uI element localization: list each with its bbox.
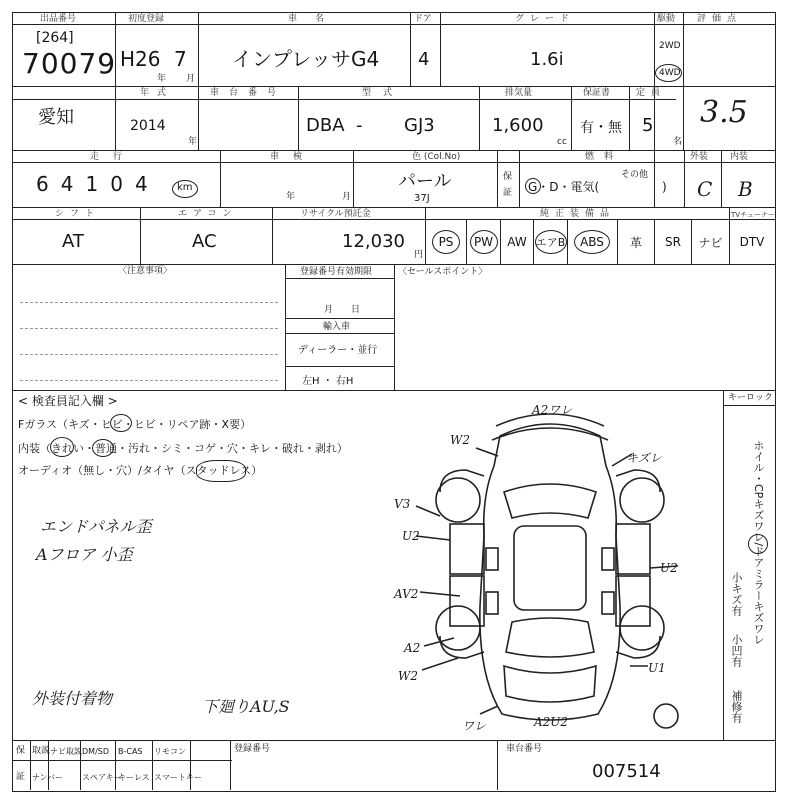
interior-circle bbox=[50, 437, 74, 457]
col-line bbox=[152, 740, 153, 790]
recycle-label: リサイクル預託金 bbox=[300, 209, 371, 219]
chassis-no-label: 車台番号 bbox=[506, 744, 543, 754]
first-reg-year: H26 bbox=[120, 47, 161, 71]
damage-mark: U1 bbox=[648, 661, 666, 675]
color-label: 色 (Col.No) bbox=[412, 152, 461, 162]
reg-expiry-value: 月 日 bbox=[324, 305, 361, 315]
right-rear-door bbox=[616, 576, 650, 626]
fuel-other: その他 bbox=[621, 170, 649, 180]
model-year: 2014 bbox=[130, 118, 166, 134]
grade-value: 1.6i bbox=[530, 49, 564, 70]
import-label: 輸入車 bbox=[323, 322, 351, 332]
car-name-label: 車名 bbox=[288, 14, 343, 24]
car-diagram bbox=[380, 396, 720, 736]
caution-label: 〈注意事項〉 bbox=[118, 266, 173, 276]
color-code: 37J bbox=[414, 193, 430, 204]
sales-point-label: 〈セールスポイント〉 bbox=[398, 267, 488, 277]
row-line bbox=[285, 318, 395, 319]
col-line bbox=[683, 12, 684, 150]
right-sill bbox=[602, 548, 614, 570]
shift-label: シフト bbox=[55, 209, 101, 219]
equip-ps bbox=[427, 225, 465, 259]
row-line bbox=[12, 150, 776, 151]
body-outline bbox=[480, 424, 620, 720]
model-code-label: 型式 bbox=[362, 88, 405, 98]
side-note: ホイル・CPキズワレ/ドアミラーキズワレ bbox=[752, 440, 765, 646]
row-line bbox=[12, 390, 776, 391]
reg-expiry-label: 登録番号有効期限 bbox=[300, 267, 373, 277]
col-line bbox=[440, 12, 441, 86]
note-line bbox=[20, 302, 278, 303]
audio-line: オーディオ（無し・穴）/タイヤ（スタッドレス） bbox=[18, 464, 263, 477]
col-line bbox=[425, 207, 426, 264]
shaken-label: 車検 bbox=[270, 152, 317, 162]
col-line bbox=[198, 12, 199, 86]
note-line bbox=[20, 328, 278, 329]
first-reg-month: 7 bbox=[174, 47, 187, 71]
damage-mark: A2 bbox=[404, 641, 421, 655]
front-bumper bbox=[492, 428, 608, 440]
import-value: ディーラー・並行 bbox=[298, 345, 378, 356]
color-name: パール bbox=[398, 171, 452, 192]
leader-line bbox=[476, 448, 498, 456]
equip-pw bbox=[467, 225, 500, 259]
tire-circle bbox=[196, 460, 246, 482]
model-code: GJ3 bbox=[404, 115, 435, 136]
equip-airbag bbox=[534, 225, 567, 259]
exterior-label: 外装 bbox=[690, 152, 709, 162]
windshield bbox=[504, 484, 596, 518]
glass-line: Fガラス（キズ・ヒビ・ヒビ・リペア跡・X要） bbox=[18, 418, 252, 431]
interior-line: 内装（きれい・普通・汚れ・シミ・コゲ・穴・キレ・破れ・剥れ） bbox=[18, 442, 348, 455]
displacement: 1,600 bbox=[492, 115, 544, 136]
equip-dtv: DTV bbox=[739, 235, 765, 249]
footer-label: B-CAS bbox=[118, 747, 143, 756]
doors-label: ドア bbox=[414, 14, 432, 24]
equipment-label: 純正装備品 bbox=[540, 209, 616, 219]
inspector-title: < 検査員記入欄 > bbox=[18, 394, 118, 408]
footer-col-1: 保 bbox=[16, 746, 26, 756]
lot-number: 70079 bbox=[22, 47, 117, 80]
door-count: 4 bbox=[418, 49, 430, 70]
fuel-options: G・D・電気( bbox=[528, 180, 600, 194]
capacity-unit: 名 bbox=[673, 137, 683, 147]
header-underline bbox=[12, 219, 776, 220]
mileage-digit: 4 bbox=[60, 172, 74, 196]
model-dash: - bbox=[356, 115, 363, 136]
mileage-digit: 0 bbox=[110, 172, 123, 196]
equip-sr: SR bbox=[665, 235, 681, 249]
drive-label: 駆動 bbox=[657, 14, 676, 24]
exterior-grade: C bbox=[697, 177, 713, 201]
mileage-digit: 1 bbox=[85, 172, 99, 196]
fuel-close: ) bbox=[662, 180, 667, 194]
capacity: 5 bbox=[642, 115, 654, 136]
interior-circle bbox=[92, 439, 114, 457]
equip-circle: エアB bbox=[535, 230, 567, 254]
left-sill bbox=[486, 592, 498, 614]
row-line bbox=[12, 740, 776, 741]
trunk bbox=[504, 666, 596, 702]
col-line bbox=[654, 12, 655, 207]
col-line bbox=[571, 86, 572, 150]
footer-label: ナンバー bbox=[32, 773, 64, 782]
footer-label: DM/SD bbox=[82, 747, 109, 756]
model-year-label: 年式 bbox=[140, 88, 175, 98]
right-front-door bbox=[616, 524, 650, 574]
glass-circle bbox=[110, 414, 132, 432]
score-label: 評価点 bbox=[697, 14, 743, 24]
equip-circle: ABS bbox=[574, 230, 610, 254]
damage-mark: U2 bbox=[402, 529, 420, 543]
col-line bbox=[272, 207, 273, 264]
equip-navi: ナビ bbox=[698, 235, 723, 250]
interior-grade: B bbox=[738, 177, 753, 201]
leader-line bbox=[480, 706, 498, 714]
model-year-unit: 年 bbox=[188, 137, 198, 147]
drive-2wd: 2WD bbox=[659, 41, 681, 51]
footer-col-2: 証 bbox=[16, 772, 26, 782]
col-line bbox=[140, 207, 141, 264]
lot-prefix: [264] bbox=[36, 30, 74, 46]
equip-leather: 革 bbox=[629, 235, 642, 250]
col-line bbox=[230, 740, 231, 790]
mileage-unit: km bbox=[177, 182, 193, 193]
row-line bbox=[12, 86, 776, 87]
leader-line bbox=[420, 592, 460, 596]
leader-line bbox=[416, 506, 440, 516]
side-note: 小キズ有 bbox=[730, 572, 743, 616]
footer-label: 取説 bbox=[32, 746, 51, 756]
equip-abs bbox=[568, 225, 616, 259]
aircon-value: AC bbox=[192, 231, 217, 252]
col-line bbox=[115, 12, 116, 150]
col-line bbox=[721, 150, 722, 207]
fuel-label: 燃料 bbox=[585, 152, 624, 162]
col-line bbox=[519, 150, 520, 207]
year-unit: 年 bbox=[157, 74, 167, 84]
right-sill bbox=[602, 592, 614, 614]
col-line bbox=[479, 86, 480, 150]
col-line bbox=[629, 86, 630, 150]
note-line bbox=[20, 380, 278, 381]
lot-no-label: 出品番号 bbox=[40, 14, 77, 24]
equip-circle: PS bbox=[432, 230, 460, 254]
col-line bbox=[30, 740, 31, 790]
footer-label: スペアキー bbox=[82, 773, 122, 782]
row-line bbox=[285, 333, 395, 334]
drive-4wd: 4WD bbox=[659, 68, 681, 78]
footer-label: スマートキー bbox=[154, 773, 202, 782]
footer-label: ナビ取説 bbox=[50, 747, 82, 756]
side-note: 小凹有 bbox=[730, 634, 743, 667]
col-line bbox=[723, 390, 724, 740]
col-line bbox=[198, 86, 199, 150]
header-underline bbox=[12, 99, 676, 100]
hand-note: Aフロア 小歪 bbox=[36, 545, 133, 564]
shaken-year-unit: 年 bbox=[286, 192, 296, 202]
row-line bbox=[12, 207, 776, 208]
col-line bbox=[394, 264, 395, 390]
model-prefix: DBA bbox=[306, 115, 345, 136]
displacement-unit: cc bbox=[557, 137, 567, 147]
rear-window bbox=[506, 618, 594, 657]
damage-mark: A2ワレ bbox=[532, 403, 573, 417]
capacity-label: 定員 bbox=[636, 88, 667, 98]
registration-label: 登録番号 bbox=[234, 744, 271, 754]
col-line bbox=[410, 12, 411, 86]
row-line bbox=[285, 366, 395, 367]
fuel-column-label-1: 保 bbox=[503, 172, 513, 182]
warranty-options: 有・無 bbox=[580, 120, 622, 136]
steering-value: 左H ・ 右H bbox=[302, 376, 354, 387]
col-line bbox=[220, 150, 221, 207]
fuel-column-label-2: 証 bbox=[503, 188, 513, 198]
col-line bbox=[684, 150, 685, 207]
damage-mark: AV2 bbox=[394, 587, 419, 601]
wheel bbox=[620, 606, 664, 650]
leader-line bbox=[416, 536, 450, 540]
chassis-label: 車台番号 bbox=[210, 88, 287, 98]
mileage-label: 走行 bbox=[90, 152, 137, 162]
equip-aw: AW bbox=[507, 235, 527, 249]
recycle-unit: 円 bbox=[414, 250, 424, 260]
fuel-g-circle bbox=[525, 178, 541, 194]
damage-mark: W2 bbox=[398, 669, 418, 683]
damage-mark: ワレ bbox=[462, 719, 487, 733]
note-line bbox=[20, 354, 278, 355]
col-line bbox=[285, 264, 286, 390]
damage-mark: W2 bbox=[450, 433, 470, 447]
hand-note: 外装付着物 bbox=[32, 689, 113, 708]
wheel bbox=[436, 478, 480, 522]
hand-note: エンドパネル歪 bbox=[40, 517, 152, 536]
damage-mark: キズレ bbox=[626, 451, 662, 465]
side-note-circle bbox=[748, 534, 768, 554]
displacement-label: 排気量 bbox=[505, 88, 533, 98]
wheel bbox=[620, 478, 664, 522]
equip-circle: PW bbox=[470, 230, 498, 254]
first-reg-label: 初度登録 bbox=[128, 14, 165, 24]
aircon-label: エアコン bbox=[178, 209, 238, 219]
header-underline bbox=[12, 162, 776, 163]
damage-mark: V3 bbox=[394, 497, 411, 511]
header-underline bbox=[12, 24, 776, 25]
tuner-label: TVチューナー bbox=[731, 211, 775, 219]
shift-value: AT bbox=[62, 231, 84, 252]
month-unit: 月 bbox=[186, 74, 196, 84]
car-name: インプレッサG4 bbox=[232, 47, 380, 71]
mileage-digit: 4 bbox=[134, 172, 148, 196]
row-line bbox=[723, 405, 775, 406]
col-line bbox=[497, 740, 498, 790]
mileage-digits bbox=[36, 172, 148, 196]
keylock-label: キーロック bbox=[728, 393, 773, 403]
row-line bbox=[285, 278, 395, 279]
side-note: 補修有 bbox=[730, 690, 743, 723]
hand-note: 下廻りAU,S bbox=[202, 697, 290, 716]
shaken-month-unit: 月 bbox=[342, 192, 352, 202]
left-sill bbox=[486, 548, 498, 570]
prefecture: 愛知 bbox=[38, 107, 74, 128]
row-line bbox=[12, 760, 232, 761]
col-line bbox=[497, 150, 498, 207]
recycle-fee: 12,030 bbox=[342, 231, 405, 252]
mileage-digit: 6 bbox=[36, 172, 49, 196]
score-value: 3.5 bbox=[700, 95, 748, 130]
drive-4wd-circle bbox=[655, 64, 682, 82]
col-line bbox=[353, 150, 354, 207]
col-line bbox=[298, 86, 299, 150]
left-rear-door bbox=[450, 576, 484, 626]
grade-label: グレード bbox=[515, 14, 576, 24]
damage-mark: U2 bbox=[660, 561, 678, 575]
wheel bbox=[436, 606, 480, 650]
footer-label: キーレス bbox=[118, 773, 150, 782]
leader-line bbox=[422, 658, 458, 670]
footer-label: リモコン bbox=[154, 747, 186, 756]
left-front-door bbox=[450, 524, 484, 574]
roof bbox=[514, 526, 586, 610]
interior-label: 内装 bbox=[730, 152, 749, 162]
warranty-label: 保証書 bbox=[583, 88, 611, 98]
spare-wheel bbox=[654, 704, 678, 728]
damage-mark: A2U2 bbox=[534, 715, 569, 729]
chassis-number: 007514 bbox=[592, 761, 661, 782]
